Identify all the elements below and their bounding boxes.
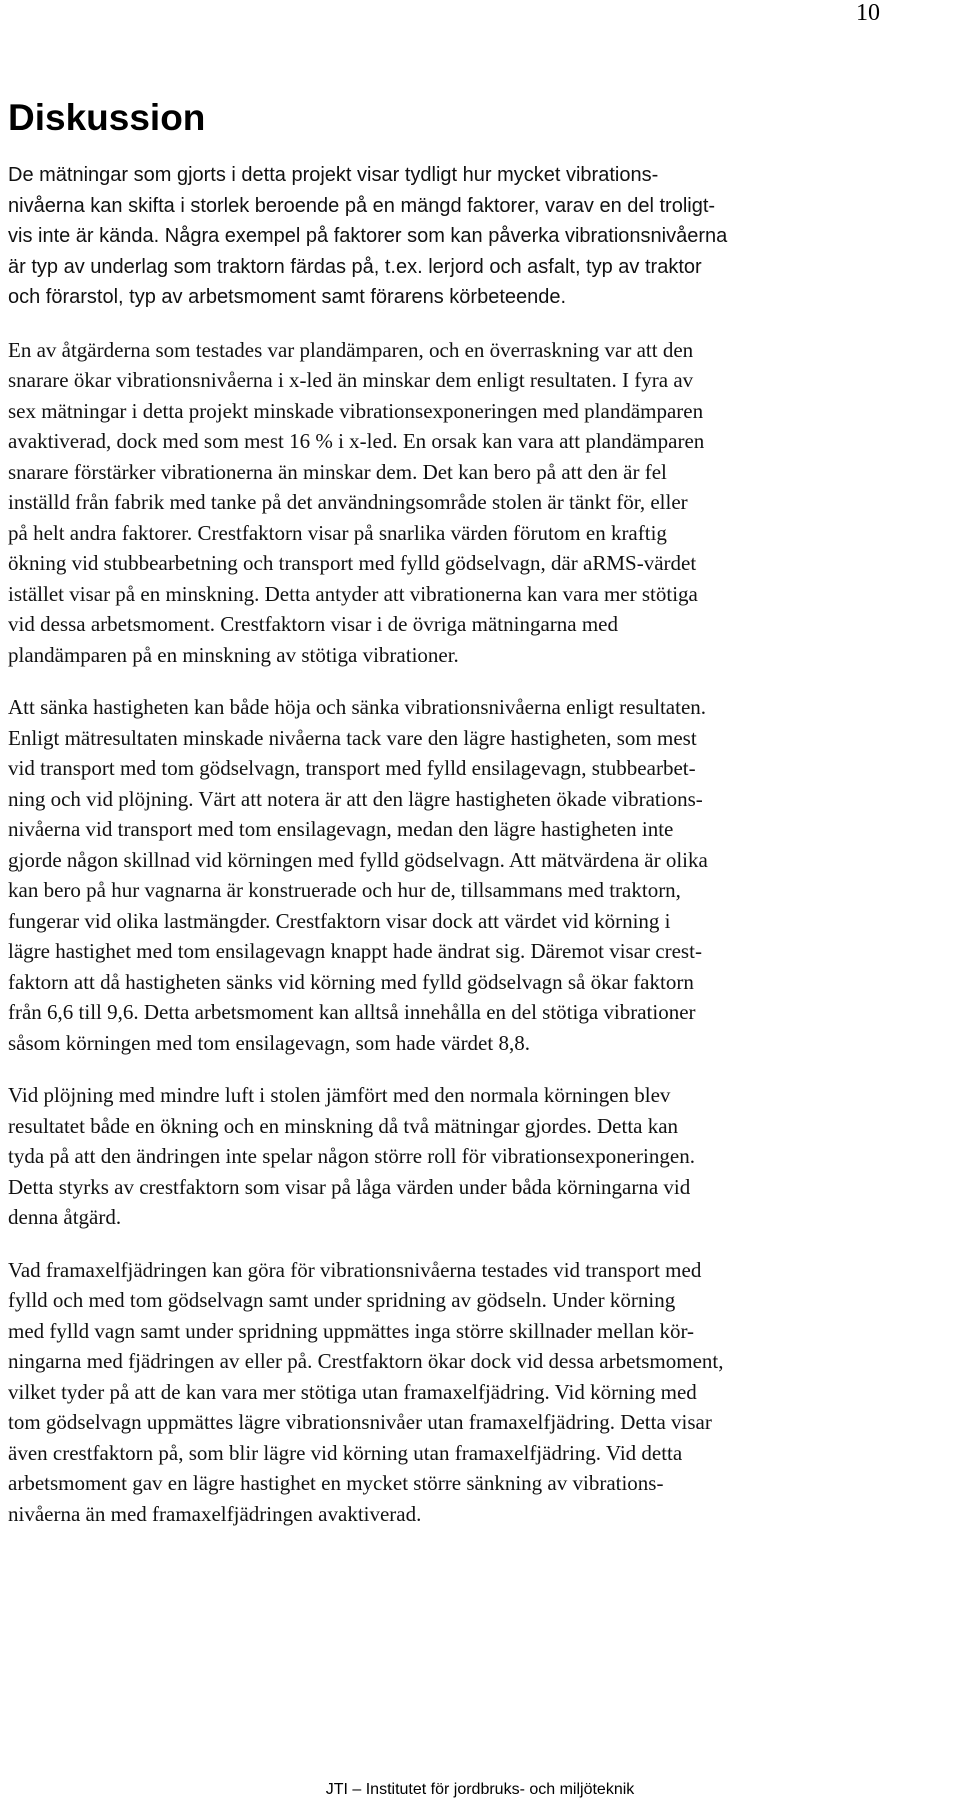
text-line: De mätningar som gjorts i detta projekt visar tydligt hur mycket vibrations- [8,164,659,186]
text-line: snarare ökar vibrationsnivåerna i x-led än minskar dem enligt resultaten. I fyra av [8,368,694,392]
text-line: inställd från fabrik med tanke på det användningsområde stolen är tänkt för, eller [8,490,688,514]
text-line: resultatet både en ökning och en minskning då två mätningar gjordes. Detta kan [8,1113,679,1138]
text-line: fungerar vid olika lastmängder. Crestfaktorn visar dock att värdet vid körning i [8,908,671,933]
text-line: såsom körningen med tom ensilagevagn, som hade värdet 8,8. [8,1030,530,1055]
text-line: vid transport med tom gödselvagn, transport med fylld ensilagevagn, stubbearbet- [8,756,696,780]
text-line: nivåerna vid transport med tom ensilagevagn, medan den lägre hastigheten inte [8,817,674,841]
paragraph-intro [8,160,958,313]
page-footer: JTI – Institutet för jordbruks- och miljöteknik [325,1781,635,1798]
text-line: istället visar på en minskning. Detta antyder att vibrationerna kan vara mer stötiga [8,581,698,606]
text-line: från 6,6 till 9,6. Detta arbetsmoment kan alltså innehålla en del stötiga vibrationer [8,1000,696,1024]
text-line: faktorn att då hastigheten sänks vid körning med fylld gödselvagn så ökar faktorn [8,969,694,994]
text-line: Vad framaxelfjädringen kan göra för vibrationsnivåerna testades vid transport med [8,1257,702,1282]
text-line: Enligt mätresultaten minskade nivåerna tack vare den lägre hastigheten, som mest [8,725,697,750]
text-line: gjorde någon skillnad vid körningen med fylld gödselvagn. Att mätvärdena är olika [8,847,708,872]
text-line: och förarstol, typ av arbetsmoment samt förarens körbeteende. [8,286,567,308]
text-line: En av åtgärderna som testades var plandämparen, och en överraskning var att den [8,337,694,362]
text-line: arbetsmoment gav en lägre hastighet en mycket större sänkning av vibrations- [8,1471,664,1495]
text-line: är typ av underlag som traktorn färdas på, t.ex. lerjord och asfalt, typ av traktor [8,255,702,278]
text-line: nivåerna kan skifta i storlek beroende på en mängd faktorer, varav en del troligt- [8,194,716,217]
text-line: vis inte är kända. Några exempel på faktorer som kan påverka vibrationsnivåerna [8,225,728,247]
text-line: vilket tyder på att de kan vara mer stötiga utan framaxelfjädring. Vid körning med [8,1379,697,1404]
text-line: ningarna med fjädringen av eller på. Crestfaktorn ökar dock vid dessa arbetsmoment, [8,1349,724,1373]
text-line: plandämparen på en minskning av stötiga vibrationer. [8,642,459,667]
text-line: sex mätningar i detta projekt minskade vibrationsexponeringen med plandämparen [8,398,704,423]
text-line: tom gödselvagn uppmättes lägre vibrationsnivåer utan framaxelfjädring. Detta visar [8,1410,712,1434]
paragraph-framaxelfjadring [8,1255,958,1530]
text-line: ning och vid plöjning. Värt att notera är att den lägre hastigheten ökade vibrations- [8,786,703,811]
text-line: även crestfaktorn på, som blir lägre vid körning utan framaxelfjädring. Vid detta [8,1440,683,1465]
text-line: vid dessa arbetsmoment. Crestfaktorn visar i de övriga mätningarna med [8,612,618,636]
text-line: med fylld vagn samt under spridning uppmättes inga större skillnader mellan kör- [8,1318,695,1343]
paragraph-plandamparen [8,335,958,671]
text-line: nivåerna än med framaxelfjädringen avaktiverad. [8,1501,422,1526]
text-line: avaktiverad, dock med som mest 16 % i x-led. En orsak kan vara att plandämparen [8,429,705,453]
text-line: fylld och med tom gödselvagn samt under spridning av gödseln. Under körning [8,1288,676,1312]
body-text [8,160,958,1529]
paragraph-plojning [8,1080,958,1233]
text-line: Detta styrks av crestfaktorn som visar på låga värden under båda körningarna vid [8,1174,691,1199]
text-line: tyda på att den ändringen inte spelar någon större roll för vibrationsexponeringen. [8,1144,695,1168]
text-line: snarare förstärker vibrationerna än minskar dem. Det kan bero på att den är fel [8,459,667,484]
page-number: 10 [856,0,880,26]
text-line: Att sänka hastigheten kan både höja och sänka vibrationsnivåerna enligt resultaten. [8,695,707,719]
text-line: denna åtgärd. [8,1205,122,1229]
text-line: kan bero på hur vagnarna är konstruerade och hur de, tillsammans med traktorn, [8,878,681,902]
text-line: på helt andra faktorer. Crestfaktorn visar på snarlika värden förutom en kraftig [8,520,667,545]
section-heading: Diskussion [8,97,206,138]
text-line: lägre hastighet med tom ensilagevagn knappt hade ändrat sig. Däremot visar crest- [8,939,702,963]
text-line: Vid plöjning med mindre luft i stolen jämfört med den normala körningen blev [8,1083,671,1107]
text-line: ökning vid stubbearbetning och transport med fylld gödselvagn, där aRMS-värdet [8,551,697,575]
paragraph-hastighet [8,692,958,1058]
